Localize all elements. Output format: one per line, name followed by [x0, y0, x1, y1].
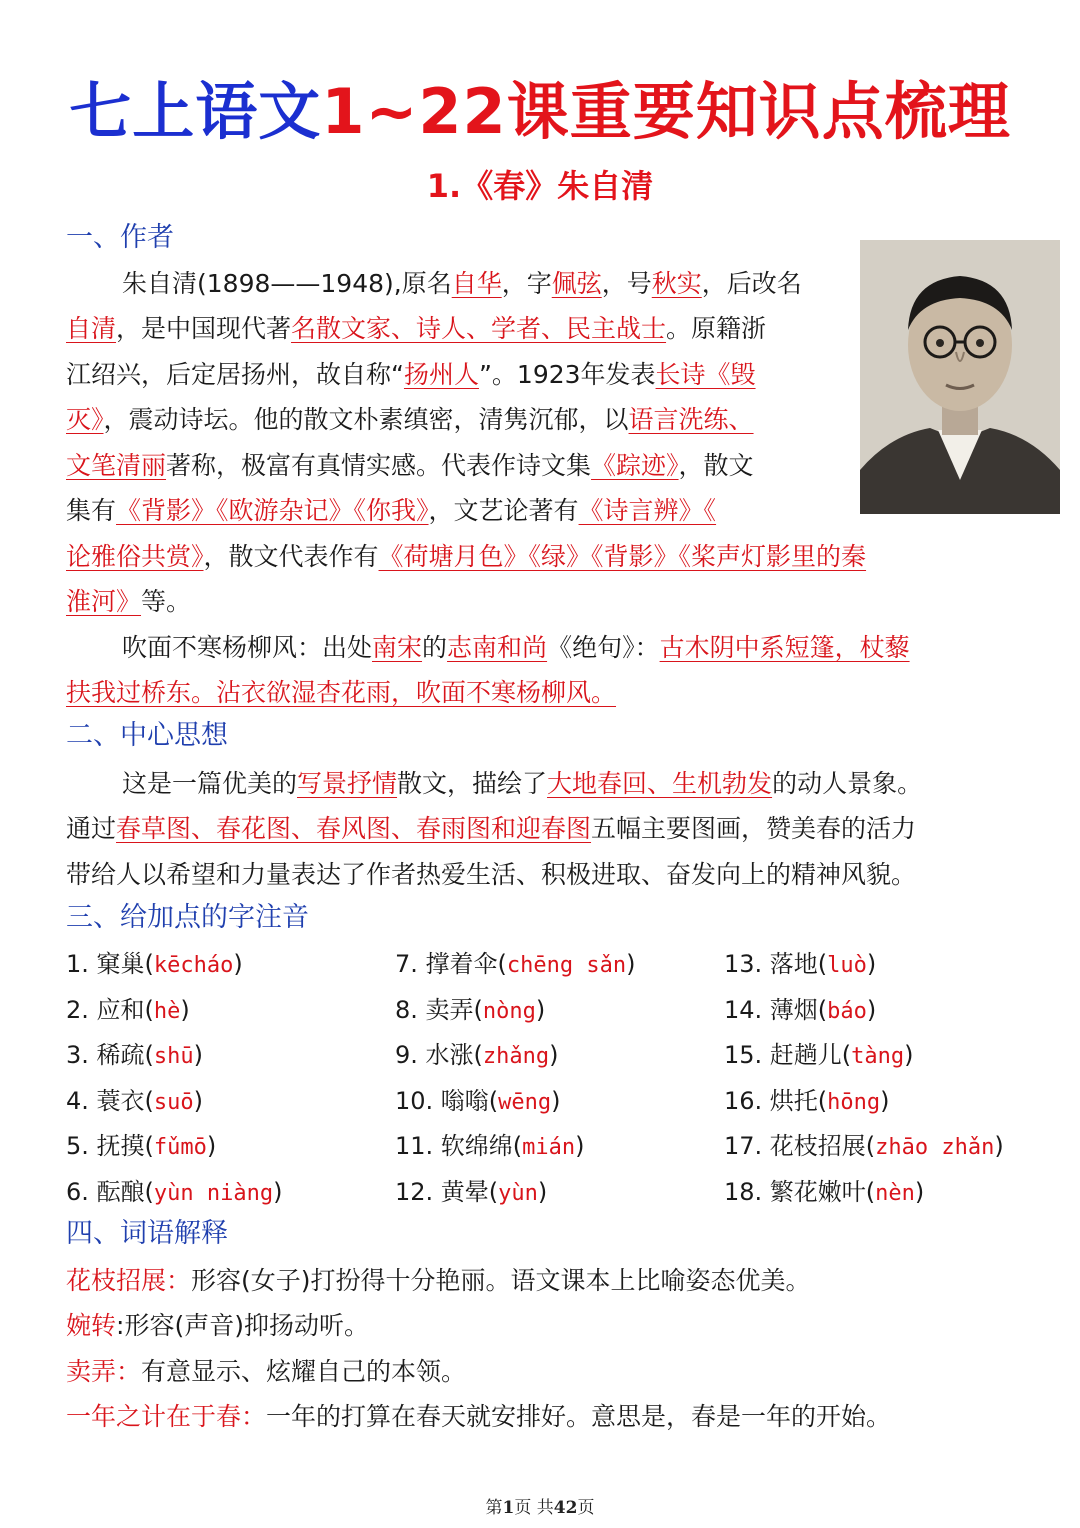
term-line: 花枝招展：形容(女子)打扮得十分艳丽。语文课本上比喻姿态优美。	[66, 1266, 811, 1295]
pinyin-item: 13. 落地(luò)	[724, 950, 877, 978]
pinyin-item: 5. 抚摸(fǔmō)	[66, 1132, 217, 1160]
pinyin-item: 7. 撑着伞(chēng sǎn)	[395, 950, 636, 978]
main-title-part3: 课重要知识点梳理	[506, 75, 1011, 148]
idea-line-2: 通过春草图、春花图、春风图、春雨图和迎春图五幅主要图画，赞美春的活力	[66, 814, 917, 843]
term-line: 婉转:形容(声音)抑扬动听。	[66, 1311, 369, 1340]
pinyin-item: 14. 薄烟(báo)	[724, 995, 877, 1024]
idea-line-1: 这是一篇优美的写景抒情散文，描绘了大地春回、生机勃发的动人景象。	[122, 769, 923, 798]
pinyin-item: 8. 卖弄(nòng)	[395, 995, 546, 1024]
section-heading-terms: 四、词语解释	[66, 1218, 228, 1249]
pinyin-item: 11. 软绵绵(mián)	[395, 1132, 585, 1160]
author-line-1: 朱自清(1898——1948),原名自华，字佩弦，号秋实，后改名	[122, 269, 802, 298]
pinyin-item: 18. 繁花嫩叶(nèn)	[724, 1177, 925, 1206]
quote-line-2: 扶我过桥东。沾衣欲湿杏花雨，吹面不寒杨柳风。	[66, 678, 617, 707]
pinyin-item: 10. 嗡嗡(wēng)	[395, 1086, 561, 1115]
pinyin-item: 6. 酝酿(yùn niàng)	[66, 1177, 283, 1206]
portrait-image	[860, 240, 1060, 514]
main-title	[0, 72, 1080, 152]
term-line: 卖弄：有意显示、炫耀自己的本领。	[66, 1357, 467, 1386]
pinyin-item: 2. 应和(hè)	[66, 995, 190, 1024]
pinyin-item: 17. 花枝招展(zhāo zhǎn)	[724, 1132, 1004, 1160]
author-line-6: 集有《背影》《欧游杂记》《你我》，文艺论著有《诗言辨》《	[66, 496, 717, 525]
pinyin-item: 4. 蓑衣(suō)	[66, 1086, 204, 1115]
author-line-4: 灭》，震动诗坛。他的散文朴素缜密，清隽沉郁，以语言洗练、	[66, 405, 754, 434]
author-line-7: 论雅俗共赏》，散文代表作有《荷塘月色》《绿》《背影》《桨声灯影里的秦	[66, 542, 867, 571]
section-heading-idea: 二、中心思想	[66, 720, 228, 751]
section-heading-pinyin: 三、给加点的字注音	[66, 902, 309, 933]
page-footer: 第1页 共42页	[485, 1498, 595, 1518]
author-line-5: 文笔清丽著称，极富有真情实感。代表作诗文集《踪迹》，散文	[66, 451, 754, 480]
main-title-part1: 七上语文	[69, 75, 322, 148]
author-line-3: 江绍兴，后定居扬州，故自称“扬州人”。1923年发表长诗《毁	[66, 360, 756, 389]
author-line-8: 淮河》等。	[66, 587, 192, 616]
idea-line-3: 带给人以希望和力量表达了作者热爱生活、积极进取、奋发向上的精神风貌。	[66, 860, 917, 889]
pinyin-item: 15. 赶趟儿(tàng)	[724, 1041, 914, 1069]
main-title-part2: 1~22	[321, 75, 507, 148]
author-portrait	[860, 240, 1060, 514]
section-heading-author: 一、作者	[66, 222, 174, 253]
pinyin-item: 12. 黄晕(yùn)	[395, 1177, 548, 1206]
quote-line-1: 吹面不寒杨柳风：出处南宋的志南和尚《绝句》：古木阴中系短篷，杖藜	[122, 633, 910, 662]
pinyin-item: 16. 烘托(hōng)	[724, 1086, 890, 1115]
lesson-title: 1.《春》朱自清	[426, 167, 654, 205]
term-line: 一年之计在于春：一年的打算在春天就安排好。意思是，春是一年的开始。	[66, 1402, 892, 1431]
pinyin-item: 1. 窠巢(kēcháo)	[66, 950, 243, 978]
author-line-2: 自清，是中国现代著名散文家、诗人、学者、民主战士。原籍浙	[66, 314, 767, 343]
pinyin-item: 3. 稀疏(shū)	[66, 1041, 204, 1069]
pinyin-item: 9. 水涨(zhǎng)	[395, 1041, 559, 1069]
